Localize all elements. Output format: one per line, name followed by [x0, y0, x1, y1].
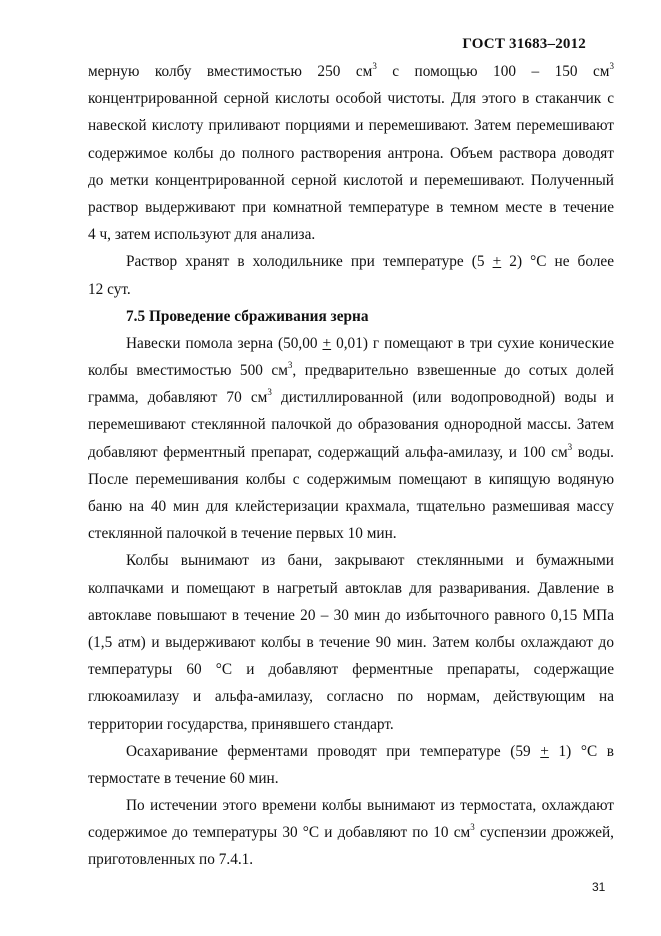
- text-line: стеклянной палочкой в течение первых 10 мин.: [88, 525, 397, 543]
- text-line: приготовленных по 7.4.1.: [88, 851, 254, 869]
- text-line: содержимое колбы до полного растворения антрона. Объем раствора доводят: [88, 144, 614, 162]
- text-line: территории государства, принявшего стандарт.: [88, 715, 394, 733]
- text-line: Навески помола зерна (50,00 + 0,01) г помещают в три сухие конические: [126, 334, 614, 352]
- page-number: 31: [592, 880, 606, 894]
- text-line: глюкоамилазу и альфа-амилазу, согласно по нормам, действующим на: [88, 688, 614, 706]
- text-line: добавляют ферментный препарат, содержащий альфа-амилазу, и 100 $см^3$ воды.: [88, 441, 614, 461]
- text-line: После перемешивания колбы с содержимым помещают в кипящую водяную: [88, 470, 614, 488]
- text-line: По истечении этого времени колбы вынимают из термостата, охлаждают: [126, 797, 614, 815]
- text-line: 12 сут.: [88, 280, 131, 298]
- text-line: Осахаривание ферментами проводят при температуре (59 + 1) °С в: [126, 742, 614, 760]
- text-line: раствор выдерживают при комнатной температуре в темном месте в течение: [88, 198, 614, 216]
- text-line: температуры 60 °С и добавляют ферментные препараты, содержащие: [88, 661, 614, 679]
- text-line: термостате в течение 60 мин.: [88, 769, 279, 787]
- text-line: 4 ч, затем используют для анализа.: [88, 226, 316, 244]
- text-line: содержимое до температуры 30 °С и добавляют по 10 $см^3$ суспензии дрожжей,: [88, 822, 614, 842]
- text-line: колбы вместимостью 500 $см^3$, предварительно взвешенные до сотых долей: [88, 359, 614, 380]
- page-body: [88, 58, 614, 874]
- text-line: Колбы вынимают из бани, закрывают стеклянными и бумажными: [126, 552, 614, 570]
- text-line: перемешивают стеклянной палочкой до образования однородной массы. Затем: [88, 416, 614, 434]
- text-line: (1,5 атм) и выдерживают колбы в течение 90 мин. Затем колбы охлаждают до: [88, 633, 614, 651]
- text-line: Раствор хранят в холодильнике при температуре (5 + 2) °С не более: [126, 253, 614, 271]
- text-line: концентрированной серной кислоты особой чистоты. Для этого в стаканчик с: [88, 90, 614, 108]
- text-line: навеской кислоту приливают порциями и перемешивают. Затем перемешивают: [88, 117, 614, 135]
- document-code-header: ГОСТ 31683–2012: [462, 36, 586, 52]
- text-line: мерную колбу вместимостью 250 $см^3$ с помощью 100 – 150 $см^3$: [88, 60, 614, 80]
- text-line: колпачками и помещают в нагретый автоклав для разваривания. Давление в: [88, 579, 614, 597]
- text-line: до метки концентрированной серной кислотой и перемешивают. Полученный: [88, 171, 614, 189]
- text-line: автоклаве повышают в течение 20 – 30 мин до избыточного равного 0,15 МПа: [88, 606, 614, 624]
- section-heading: 7.5 Проведение сбраживания зерна: [126, 307, 369, 325]
- text-line: баню на 40 мин для клейстеризации крахмала, тщательно размешивая массу: [88, 498, 614, 515]
- text-line: грамма, добавляют 70 $см^3$ дистиллированной (или водопроводной) воды и: [88, 387, 614, 407]
